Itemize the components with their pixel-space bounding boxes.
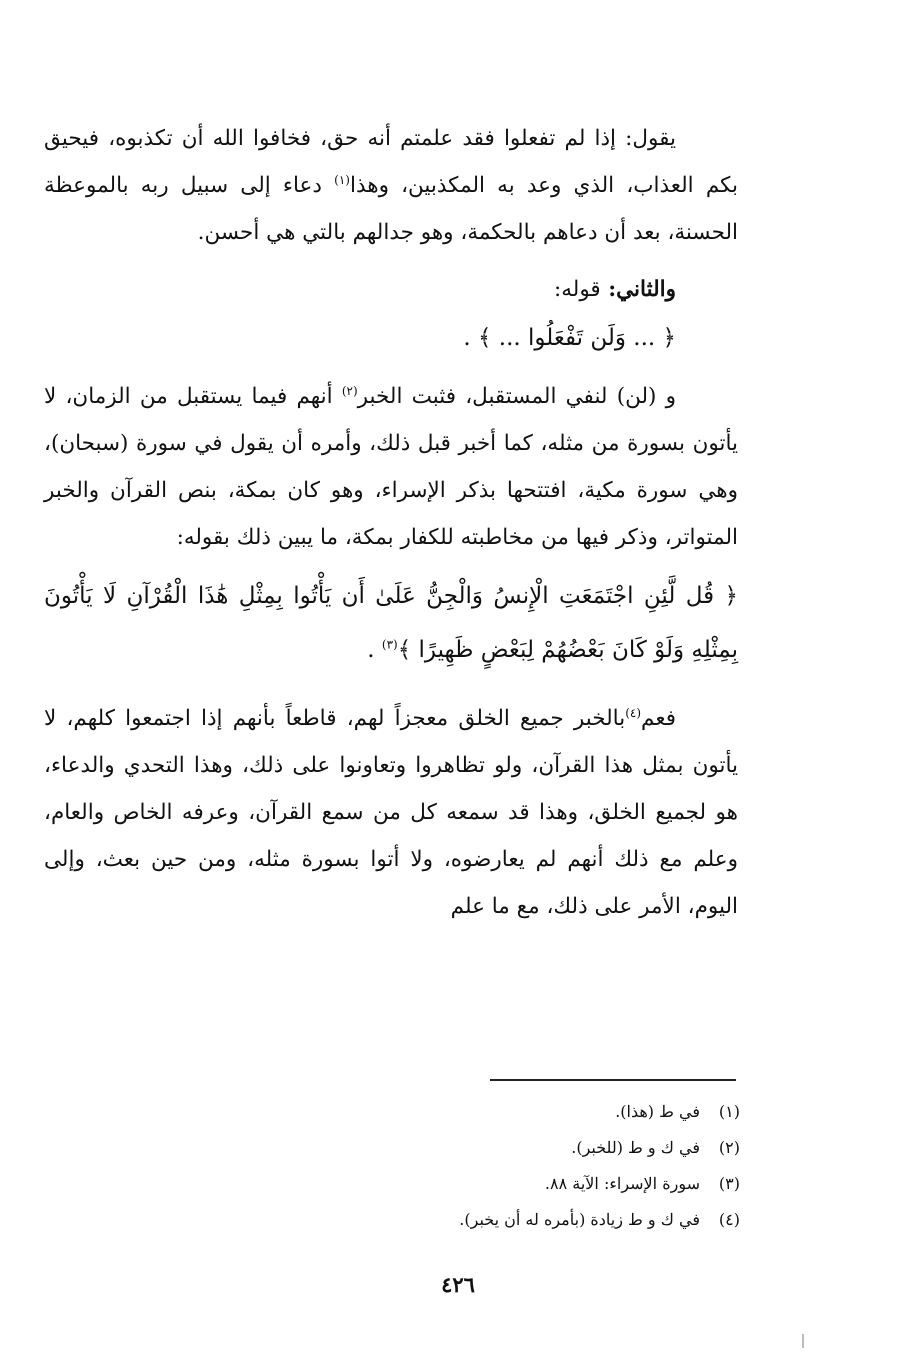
footnote-ref-1: (١) xyxy=(334,172,350,187)
page-body xyxy=(44,115,738,930)
footnote-item xyxy=(300,1130,740,1166)
paragraph-2 xyxy=(44,373,738,561)
verse-2-end: . xyxy=(367,637,382,663)
footnote-number: (٣) xyxy=(718,1174,740,1193)
footnote-item xyxy=(300,1166,740,1202)
paragraph-1-text: يقول: إذا لم تفعلوا فقد علمتم أنه حق، فخافوا الله أن تكذبوه، فيحيق بكم العذاب، الذي وعد به المكذبين، وهذا xyxy=(44,126,738,198)
footnotes xyxy=(300,1094,740,1238)
footnote-text: سورة الإسراء: الآية ٨٨. xyxy=(544,1174,700,1193)
footnote-item xyxy=(300,1202,740,1238)
heading-bold: والثاني: xyxy=(600,277,676,302)
footnote-ref-4: (٤) xyxy=(625,705,642,720)
paragraph-1-tail: دعاء إلى سبيل ربه بالموعظة الحسنة، بعد أن دعاهم بالحكمة، وهو جدالهم بالتي هي أحسن. xyxy=(44,173,738,245)
footnote-ref-3: (٣) xyxy=(381,637,398,652)
verse-1: ﴿ ... وَلَن تَفْعَلُوا ... ﴾ . xyxy=(463,325,676,351)
page-number: ٤٢٦ xyxy=(441,1272,475,1297)
footnote-text: في ك و ط (للخبر). xyxy=(571,1138,700,1157)
footnote-divider xyxy=(490,1079,736,1081)
footnote-ref-2: (٢) xyxy=(341,383,358,398)
footnote-text: في ك و ط زيادة (بأمره له أن يخبر). xyxy=(459,1210,700,1229)
paragraph-3-tail: بالخبر جميع الخلق معجزاً لهم، قاطعاً بأنهم إذا اجتمعوا كلهم، لا يأتون بمثل هذا القرآن، ولو تظاهروا وتعاونوا على ذلك، وهذا التحدي والدعاء، هو لجميع الخلق، وهذا قد سمعه كل من سمع القرآن، وعرفه الخاص والعام، وعلم مع ذلك أنهم لم يعارضوه، ولا أتوا بسورة مثله، ومن حين بعث، وإلى اليوم، الأمر على ذلك، مع ما علم xyxy=(44,706,738,919)
heading-rest: قوله: xyxy=(554,277,601,302)
footnote-item xyxy=(300,1094,740,1130)
paragraph-2-text: و (لن) لنفي المستقبل، فثبت الخبر xyxy=(357,384,676,409)
scan-mark xyxy=(802,1334,804,1348)
footnote-number: (٤) xyxy=(718,1210,740,1229)
verse-2-text: ﴿ قُل لَّئِنِ اجْتَمَعَتِ الْإِنسُ وَالْجِنُّ عَلَىٰ أَن يَأْتُوا بِمِثْلِ هَٰذَا الْقُرْآنِ لَا يَأْتُونَ بِمِثْلِهِ وَلَوْ كَانَ بَعْضُهُمْ لِبَعْضٍ ظَهِيرًا ﴾ xyxy=(44,583,738,663)
paragraph-1 xyxy=(44,115,738,256)
paragraph-3-text: فعم xyxy=(641,706,676,731)
footnote-number: (١) xyxy=(718,1102,740,1121)
verse-2 xyxy=(44,569,738,677)
section-heading xyxy=(44,266,738,313)
paragraph-3 xyxy=(44,695,738,930)
footnote-text: في ط (هذا). xyxy=(615,1102,700,1121)
footnote-number: (٢) xyxy=(718,1138,740,1157)
paragraph-2-tail: أنهم فيما يستقبل من الزمان، لا يأتون بسورة من مثله، كما أخبر قبل ذلك، وأمره أن يقول في سورة (سبحان)، وهي سورة مكية، افتتحها بذكر الإسراء، وهو كان بمكة، بنص القرآن والخبر المتواتر، وذكر فيها من مخاطبته للكفار بمكة، ما يبين ذلك بقوله: xyxy=(44,384,738,550)
